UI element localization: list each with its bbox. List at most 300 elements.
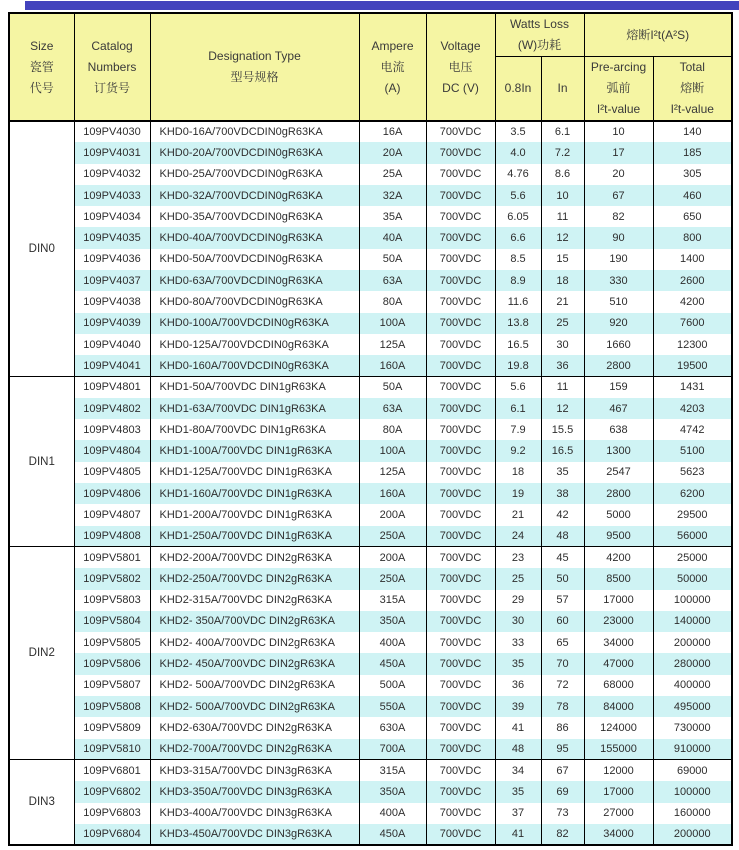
total-i2t-cell: 730000 xyxy=(653,717,732,738)
prearcing-i2t-cell: 638 xyxy=(584,419,653,440)
col-header-catalog-en1: Catalog xyxy=(91,38,133,53)
voltage-cell: 700VDC xyxy=(426,227,495,248)
designation-cell: KHD2- 500A/700VDC DIN2gR63KA xyxy=(150,696,359,717)
top-accent-bar xyxy=(25,1,739,10)
total-i2t-cell: 100000 xyxy=(653,781,732,802)
watts-08in-cell: 35 xyxy=(495,781,541,802)
col-header-ampere xyxy=(359,13,426,121)
prearcing-i2t-cell: 920 xyxy=(584,313,653,334)
watts-in-cell: 35 xyxy=(541,462,584,483)
watts-in-cell: 6.1 xyxy=(541,121,584,142)
ampere-cell: 35A xyxy=(359,206,426,227)
ampere-cell: 20A xyxy=(359,142,426,163)
total-i2t-cell: 280000 xyxy=(653,653,732,674)
catalog-cell: 109PV5806 xyxy=(74,653,150,674)
ampere-cell: 350A xyxy=(359,781,426,802)
voltage-cell: 700VDC xyxy=(426,313,495,334)
table-row xyxy=(9,462,732,483)
watts-08in-cell: 41 xyxy=(495,824,541,845)
voltage-cell: 700VDC xyxy=(426,206,495,227)
watts-08in-cell: 21 xyxy=(495,504,541,525)
watts-in-cell: 86 xyxy=(541,717,584,738)
ampere-cell: 160A xyxy=(359,483,426,504)
col-header-size-cn2: 代号 xyxy=(29,80,54,95)
voltage-cell: 700VDC xyxy=(426,185,495,206)
watts-in-cell: 21 xyxy=(541,291,584,312)
designation-cell: KHD0-125A/700VDCDIN0gR63KA xyxy=(150,334,359,355)
prearcing-i2t-cell: 4200 xyxy=(584,547,653,568)
designation-cell: KHD2- 450A/700VDC DIN2gR63KA xyxy=(150,653,359,674)
table-row xyxy=(9,249,732,270)
watts-in-cell: 25 xyxy=(541,313,584,334)
voltage-cell: 700VDC xyxy=(426,121,495,142)
ampere-cell: 50A xyxy=(359,249,426,270)
prearcing-i2t-cell: 17000 xyxy=(584,781,653,802)
watts-in-cell: 38 xyxy=(541,483,584,504)
ampere-cell: 125A xyxy=(359,462,426,483)
ampere-cell: 50A xyxy=(359,377,426,398)
watts-08in-cell: 6.05 xyxy=(495,206,541,227)
designation-cell: KHD1-63A/700VDC DIN1gR63KA xyxy=(150,398,359,419)
watts-08in-cell: 23 xyxy=(495,547,541,568)
ampere-cell: 315A xyxy=(359,590,426,611)
total-i2t-cell: 160000 xyxy=(653,803,732,824)
watts-in-cell: 73 xyxy=(541,803,584,824)
prearcing-i2t-cell: 84000 xyxy=(584,696,653,717)
col-header-i2t-title: 熔断I²t(A²S) xyxy=(626,27,690,42)
prearcing-i2t-cell: 17000 xyxy=(584,590,653,611)
watts-in-cell: 67 xyxy=(541,760,584,781)
col-header-catalog-cn: 订货号 xyxy=(93,80,130,95)
watts-08in-cell: 8.5 xyxy=(495,249,541,270)
voltage-cell: 700VDC xyxy=(426,419,495,440)
size-group-label: DIN1 xyxy=(9,377,74,547)
watts-in-cell: 78 xyxy=(541,696,584,717)
prearcing-i2t-cell: 155000 xyxy=(584,739,653,760)
col-header-watts-loss-cn: (W)功耗 xyxy=(517,38,562,52)
voltage-cell: 700VDC xyxy=(426,696,495,717)
designation-cell: KHD0-16A/700VDCDIN0gR63KA xyxy=(150,121,359,142)
total-i2t-cell: 19500 xyxy=(653,355,732,376)
total-i2t-cell: 5100 xyxy=(653,440,732,461)
watts-in-cell: 15.5 xyxy=(541,419,584,440)
watts-in-cell: 82 xyxy=(541,824,584,845)
catalog-cell: 109PV5801 xyxy=(74,547,150,568)
ampere-cell: 32A xyxy=(359,185,426,206)
watts-in-cell: 45 xyxy=(541,547,584,568)
watts-in-cell: 8.6 xyxy=(541,164,584,185)
catalog-cell: 109PV4807 xyxy=(74,504,150,525)
total-i2t-cell: 1431 xyxy=(653,377,732,398)
total-i2t-cell: 800 xyxy=(653,227,732,248)
ampere-cell: 700A xyxy=(359,739,426,760)
total-i2t-cell: 305 xyxy=(653,164,732,185)
total-i2t-cell: 460 xyxy=(653,185,732,206)
watts-08in-cell: 7.9 xyxy=(495,419,541,440)
catalog-cell: 109PV5803 xyxy=(74,590,150,611)
watts-08in-cell: 19 xyxy=(495,483,541,504)
table-row xyxy=(9,696,732,717)
watts-08in-cell: 35 xyxy=(495,653,541,674)
voltage-cell: 700VDC xyxy=(426,590,495,611)
total-i2t-cell: 6200 xyxy=(653,483,732,504)
designation-cell: KHD2-315A/700VDC DIN2gR63KA xyxy=(150,590,359,611)
designation-cell: KHD0-80A/700VDCDIN0gR63KA xyxy=(150,291,359,312)
watts-in-cell: 18 xyxy=(541,270,584,291)
table-row xyxy=(9,398,732,419)
col-header-voltage-cn: 电压 xyxy=(448,59,473,74)
total-i2t-cell: 400000 xyxy=(653,675,732,696)
ampere-cell: 550A xyxy=(359,696,426,717)
watts-08in-cell: 16.5 xyxy=(495,334,541,355)
ampere-cell: 400A xyxy=(359,632,426,653)
ampere-cell: 80A xyxy=(359,291,426,312)
prearcing-i2t-cell: 5000 xyxy=(584,504,653,525)
col-header-in xyxy=(541,57,584,122)
catalog-cell: 109PV5809 xyxy=(74,717,150,738)
designation-cell: KHD3-450A/700VDC DIN3gR63KA xyxy=(150,824,359,845)
designation-cell: KHD1-100A/700VDC DIN1gR63KA xyxy=(150,440,359,461)
voltage-cell: 700VDC xyxy=(426,803,495,824)
designation-cell: KHD1-160A/700VDC DIN1gR63KA xyxy=(150,483,359,504)
ampere-cell: 200A xyxy=(359,547,426,568)
voltage-cell: 700VDC xyxy=(426,164,495,185)
watts-08in-cell: 19.8 xyxy=(495,355,541,376)
voltage-cell: 700VDC xyxy=(426,142,495,163)
total-i2t-cell: 4742 xyxy=(653,419,732,440)
total-i2t-cell: 140 xyxy=(653,121,732,142)
prearcing-i2t-cell: 190 xyxy=(584,249,653,270)
watts-08in-cell: 24 xyxy=(495,526,541,547)
watts-in-cell: 11 xyxy=(541,206,584,227)
watts-08in-cell: 39 xyxy=(495,696,541,717)
ampere-cell: 200A xyxy=(359,504,426,525)
col-header-total xyxy=(653,57,732,122)
prearcing-i2t-cell: 330 xyxy=(584,270,653,291)
designation-cell: KHD0-100A/700VDCDIN0gR63KA xyxy=(150,313,359,334)
total-i2t-cell: 7600 xyxy=(653,313,732,334)
voltage-cell: 700VDC xyxy=(426,760,495,781)
watts-08in-cell: 6.6 xyxy=(495,227,541,248)
col-header-prearcing-value: I²t-value xyxy=(596,102,641,116)
size-group-label: DIN3 xyxy=(9,760,74,845)
total-i2t-cell: 200000 xyxy=(653,824,732,845)
prearcing-i2t-cell: 1300 xyxy=(584,440,653,461)
catalog-cell: 109PV4037 xyxy=(74,270,150,291)
designation-cell: KHD3-315A/700VDC DIN3gR63KA xyxy=(150,760,359,781)
catalog-cell: 109PV4032 xyxy=(74,164,150,185)
prearcing-i2t-cell: 467 xyxy=(584,398,653,419)
table-row xyxy=(9,568,732,589)
ampere-cell: 500A xyxy=(359,675,426,696)
table-row xyxy=(9,803,732,824)
col-header-i2t xyxy=(584,13,732,57)
catalog-cell: 109PV6802 xyxy=(74,781,150,802)
designation-cell: KHD2-700A/700VDC DIN2gR63KA xyxy=(150,739,359,760)
col-header-08in xyxy=(495,57,541,122)
voltage-cell: 700VDC xyxy=(426,249,495,270)
prearcing-i2t-cell: 2800 xyxy=(584,355,653,376)
watts-08in-cell: 36 xyxy=(495,675,541,696)
voltage-cell: 700VDC xyxy=(426,717,495,738)
prearcing-i2t-cell: 82 xyxy=(584,206,653,227)
table-row xyxy=(9,717,732,738)
total-i2t-cell: 69000 xyxy=(653,760,732,781)
voltage-cell: 700VDC xyxy=(426,526,495,547)
watts-in-cell: 16.5 xyxy=(541,440,584,461)
table-row xyxy=(9,526,732,547)
voltage-cell: 700VDC xyxy=(426,398,495,419)
din-group-din1 xyxy=(9,377,732,547)
watts-08in-cell: 5.6 xyxy=(495,185,541,206)
catalog-cell: 109PV4036 xyxy=(74,249,150,270)
watts-08in-cell: 8.9 xyxy=(495,270,541,291)
table-row xyxy=(9,206,732,227)
watts-in-cell: 36 xyxy=(541,355,584,376)
catalog-cell: 109PV4040 xyxy=(74,334,150,355)
ampere-cell: 250A xyxy=(359,526,426,547)
prearcing-i2t-cell: 23000 xyxy=(584,611,653,632)
prearcing-i2t-cell: 10 xyxy=(584,121,653,142)
catalog-cell: 109PV4031 xyxy=(74,142,150,163)
col-header-watts-loss-en: Watts Loss xyxy=(510,17,569,31)
prearcing-i2t-cell: 1660 xyxy=(584,334,653,355)
din-group-din0 xyxy=(9,121,732,377)
table-row xyxy=(9,270,732,291)
table-row xyxy=(9,440,732,461)
col-header-in-label: In xyxy=(557,81,568,95)
catalog-cell: 109PV5807 xyxy=(74,675,150,696)
voltage-cell: 700VDC xyxy=(426,483,495,504)
prearcing-i2t-cell: 68000 xyxy=(584,675,653,696)
watts-08in-cell: 9.2 xyxy=(495,440,541,461)
table-row xyxy=(9,781,732,802)
watts-08in-cell: 3.5 xyxy=(495,121,541,142)
watts-in-cell: 11 xyxy=(541,377,584,398)
prearcing-i2t-cell: 34000 xyxy=(584,824,653,845)
watts-08in-cell: 41 xyxy=(495,717,541,738)
table-row xyxy=(9,611,732,632)
table-row xyxy=(9,824,732,845)
voltage-cell: 700VDC xyxy=(426,653,495,674)
prearcing-i2t-cell: 510 xyxy=(584,291,653,312)
col-header-designation-en: Designation Type xyxy=(208,49,301,63)
watts-in-cell: 72 xyxy=(541,675,584,696)
table-row xyxy=(9,483,732,504)
voltage-cell: 700VDC xyxy=(426,568,495,589)
voltage-cell: 700VDC xyxy=(426,675,495,696)
col-header-total-cn: 熔断 xyxy=(680,81,705,95)
watts-08in-cell: 34 xyxy=(495,760,541,781)
watts-08in-cell: 30 xyxy=(495,611,541,632)
total-i2t-cell: 29500 xyxy=(653,504,732,525)
total-i2t-cell: 140000 xyxy=(653,611,732,632)
ampere-cell: 63A xyxy=(359,270,426,291)
ampere-cell: 315A xyxy=(359,760,426,781)
designation-cell: KHD2-630A/700VDC DIN2gR63KA xyxy=(150,717,359,738)
table-row xyxy=(9,653,732,674)
total-i2t-cell: 1400 xyxy=(653,249,732,270)
designation-cell: KHD0-160A/700VDCDIN0gR63KA xyxy=(150,355,359,376)
catalog-cell: 109PV4802 xyxy=(74,398,150,419)
size-group-label: DIN2 xyxy=(9,547,74,760)
designation-cell: KHD1-50A/700VDC DIN1gR63KA xyxy=(150,377,359,398)
watts-in-cell: 60 xyxy=(541,611,584,632)
table-row xyxy=(9,632,732,653)
watts-08in-cell: 11.6 xyxy=(495,291,541,312)
table-row xyxy=(9,419,732,440)
watts-in-cell: 12 xyxy=(541,227,584,248)
prearcing-i2t-cell: 17 xyxy=(584,142,653,163)
catalog-cell: 109PV4804 xyxy=(74,440,150,461)
total-i2t-cell: 495000 xyxy=(653,696,732,717)
col-header-ampere-unit: (A) xyxy=(384,80,401,95)
designation-cell: KHD0-25A/700VDCDIN0gR63KA xyxy=(150,164,359,185)
ampere-cell: 63A xyxy=(359,398,426,419)
watts-in-cell: 42 xyxy=(541,504,584,525)
col-header-voltage-unit: DC (V) xyxy=(442,80,479,95)
designation-cell: KHD0-32A/700VDCDIN0gR63KA xyxy=(150,185,359,206)
ampere-cell: 25A xyxy=(359,164,426,185)
total-i2t-cell: 56000 xyxy=(653,526,732,547)
watts-in-cell: 10 xyxy=(541,185,584,206)
ampere-cell: 400A xyxy=(359,803,426,824)
prearcing-i2t-cell: 2547 xyxy=(584,462,653,483)
col-header-size-cn1: 瓷管 xyxy=(29,59,54,74)
ampere-cell: 16A xyxy=(359,121,426,142)
designation-cell: KHD2- 400A/700VDC DIN2gR63KA xyxy=(150,632,359,653)
designation-cell: KHD1-125A/700VDC DIN1gR63KA xyxy=(150,462,359,483)
designation-cell: KHD2-200A/700VDC DIN2gR63KA xyxy=(150,547,359,568)
catalog-cell: 109PV4806 xyxy=(74,483,150,504)
catalog-cell: 109PV4034 xyxy=(74,206,150,227)
watts-in-cell: 12 xyxy=(541,398,584,419)
designation-cell: KHD2-250A/700VDC DIN2gR63KA xyxy=(150,568,359,589)
col-header-catalog xyxy=(74,13,150,121)
designation-cell: KHD0-40A/700VDCDIN0gR63KA xyxy=(150,227,359,248)
ampere-cell: 125A xyxy=(359,334,426,355)
col-header-total-en: Total xyxy=(679,60,705,74)
col-header-prearcing xyxy=(584,57,653,122)
catalog-cell: 109PV4808 xyxy=(74,526,150,547)
col-header-designation xyxy=(150,13,359,121)
voltage-cell: 700VDC xyxy=(426,291,495,312)
ampere-cell: 100A xyxy=(359,440,426,461)
table-row xyxy=(9,142,732,163)
table-row xyxy=(9,291,732,312)
ampere-cell: 250A xyxy=(359,568,426,589)
table-row xyxy=(9,377,732,398)
voltage-cell: 700VDC xyxy=(426,377,495,398)
total-i2t-cell: 100000 xyxy=(653,590,732,611)
ampere-cell: 350A xyxy=(359,611,426,632)
catalog-cell: 109PV6803 xyxy=(74,803,150,824)
prearcing-i2t-cell: 67 xyxy=(584,185,653,206)
watts-in-cell: 65 xyxy=(541,632,584,653)
prearcing-i2t-cell: 12000 xyxy=(584,760,653,781)
table-row xyxy=(9,121,732,142)
voltage-cell: 700VDC xyxy=(426,547,495,568)
total-i2t-cell: 4203 xyxy=(653,398,732,419)
watts-in-cell: 50 xyxy=(541,568,584,589)
catalog-cell: 109PV4801 xyxy=(74,377,150,398)
col-header-prearcing-cn: 弧前 xyxy=(606,81,631,95)
catalog-cell: 109PV4033 xyxy=(74,185,150,206)
catalog-cell: 109PV4035 xyxy=(74,227,150,248)
catalog-cell: 109PV6804 xyxy=(74,824,150,845)
catalog-cell: 109PV4039 xyxy=(74,313,150,334)
watts-in-cell: 30 xyxy=(541,334,584,355)
total-i2t-cell: 2600 xyxy=(653,270,732,291)
table-row xyxy=(9,547,732,568)
catalog-cell: 109PV4803 xyxy=(74,419,150,440)
watts-in-cell: 48 xyxy=(541,526,584,547)
fuse-spec-table xyxy=(8,12,733,846)
table-row xyxy=(9,355,732,376)
watts-08in-cell: 37 xyxy=(495,803,541,824)
catalog-cell: 109PV5802 xyxy=(74,568,150,589)
voltage-cell: 700VDC xyxy=(426,440,495,461)
catalog-cell: 109PV4805 xyxy=(74,462,150,483)
catalog-cell: 109PV5804 xyxy=(74,611,150,632)
watts-08in-cell: 18 xyxy=(495,462,541,483)
total-i2t-cell: 200000 xyxy=(653,632,732,653)
col-header-catalog-en2: Numbers xyxy=(87,59,137,74)
total-i2t-cell: 50000 xyxy=(653,568,732,589)
watts-08in-cell: 4.76 xyxy=(495,164,541,185)
ampere-cell: 160A xyxy=(359,355,426,376)
table-row xyxy=(9,185,732,206)
catalog-cell: 109PV6801 xyxy=(74,760,150,781)
din-group-din2 xyxy=(9,547,732,760)
ampere-cell: 100A xyxy=(359,313,426,334)
voltage-cell: 700VDC xyxy=(426,334,495,355)
watts-in-cell: 7.2 xyxy=(541,142,584,163)
watts-08in-cell: 13.8 xyxy=(495,313,541,334)
watts-08in-cell: 29 xyxy=(495,590,541,611)
designation-cell: KHD0-63A/700VDCDIN0gR63KA xyxy=(150,270,359,291)
designation-cell: KHD0-20A/700VDCDIN0gR63KA xyxy=(150,142,359,163)
table-row xyxy=(9,164,732,185)
table-row xyxy=(9,313,732,334)
voltage-cell: 700VDC xyxy=(426,462,495,483)
designation-cell: KHD0-50A/700VDCDIN0gR63KA xyxy=(150,249,359,270)
table-row xyxy=(9,590,732,611)
col-header-voltage xyxy=(426,13,495,121)
catalog-cell: 109PV5810 xyxy=(74,739,150,760)
table-row xyxy=(9,675,732,696)
designation-cell: KHD2- 500A/700VDC DIN2gR63KA xyxy=(150,675,359,696)
prearcing-i2t-cell: 9500 xyxy=(584,526,653,547)
prearcing-i2t-cell: 2800 xyxy=(584,483,653,504)
prearcing-i2t-cell: 124000 xyxy=(584,717,653,738)
catalog-cell: 109PV4030 xyxy=(74,121,150,142)
din-group-din3 xyxy=(9,760,732,845)
table-row xyxy=(9,760,732,781)
prearcing-i2t-cell: 20 xyxy=(584,164,653,185)
watts-in-cell: 15 xyxy=(541,249,584,270)
total-i2t-cell: 4200 xyxy=(653,291,732,312)
catalog-cell: 109PV5805 xyxy=(74,632,150,653)
designation-cell: KHD2- 350A/700VDC DIN2gR63KA xyxy=(150,611,359,632)
ampere-cell: 80A xyxy=(359,419,426,440)
table-row xyxy=(9,227,732,248)
prearcing-i2t-cell: 90 xyxy=(584,227,653,248)
designation-cell: KHD1-200A/700VDC DIN1gR63KA xyxy=(150,504,359,525)
watts-in-cell: 95 xyxy=(541,739,584,760)
col-header-prearcing-en: Pre-arcing xyxy=(590,60,647,74)
voltage-cell: 700VDC xyxy=(426,781,495,802)
